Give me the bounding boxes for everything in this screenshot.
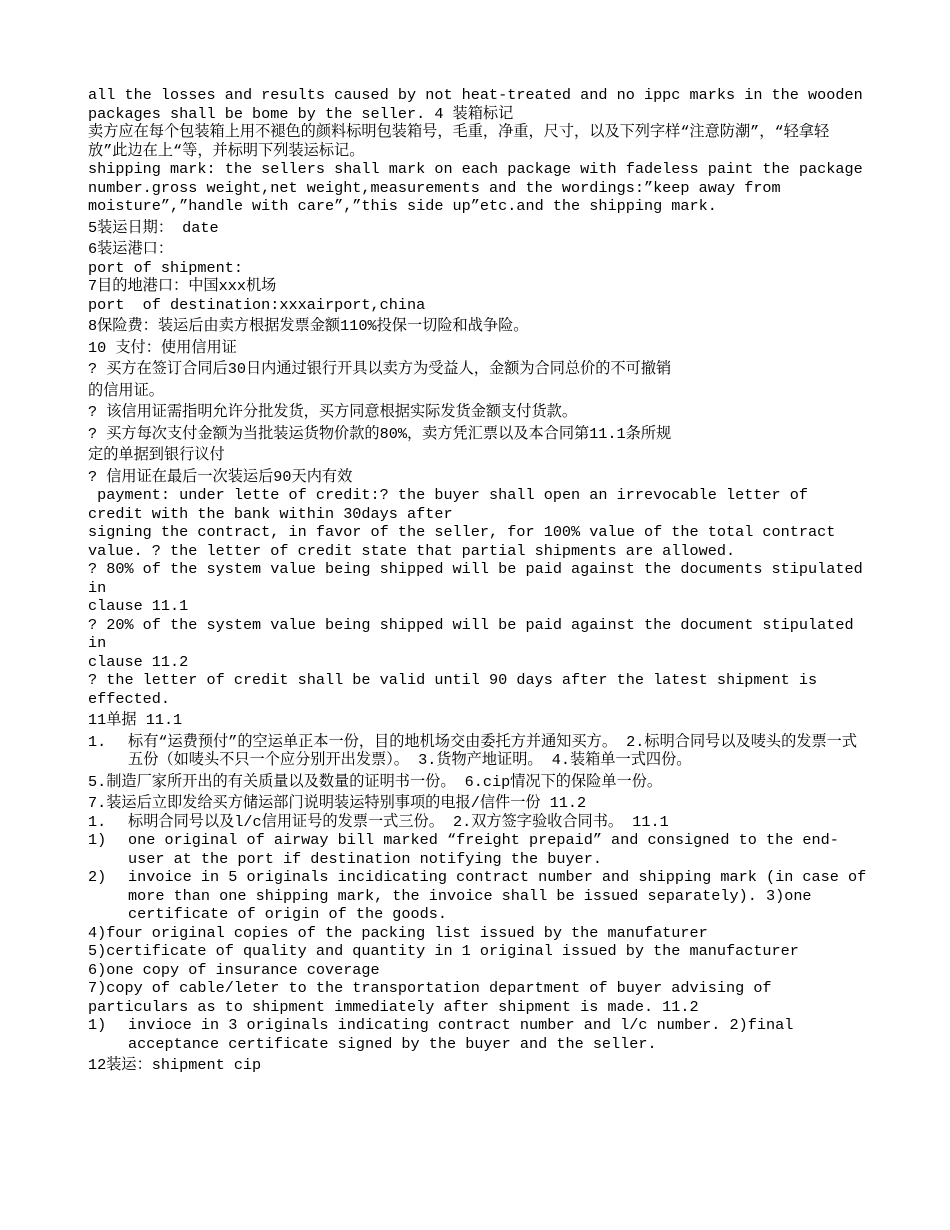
list-item-number: 1. <box>88 812 107 831</box>
text-line: ? 该信用证需指明允许分批发货，买方同意根据实际发货金额支付货款。 <box>88 403 578 421</box>
list-item <box>88 733 868 770</box>
text-line: ? 20% of the system value being shipped will be paid against the document stipulated in <box>88 615 863 652</box>
text-line: port of shipment: <box>88 258 243 277</box>
list-item-text: 标有“运费预付”的空运单正本一份，目的地机场交由委托方并通知买方。 2.标明合同号以及唛头的发票一式五份（如唛头不只一个应分别开出发票）。 3.货物产地证明。 4.装箱单一式四份。 <box>128 732 858 769</box>
list-item <box>88 1016 868 1053</box>
text-line: 5)certificate of quality and quantity in 1 original issued by the manufacturer <box>88 942 799 960</box>
text-line: ? 80% of the system value being shipped will be paid against the documents stipulated in <box>88 560 872 597</box>
text-line: ? 信用证在最后一次装运后90天内有效 <box>88 467 353 486</box>
text-line: ? the letter of credit shall be valid until 90 days after the latest shipment is effected. <box>88 671 827 708</box>
text-line: 定的单据到银行议付 <box>88 446 225 464</box>
text-line: 6装运港口： <box>88 240 174 258</box>
document-page <box>88 86 876 1075</box>
text-line: 6)one copy of insurance coverage <box>88 960 380 979</box>
list-item <box>88 813 868 832</box>
text-line: 5.制造厂家所开出的有关质量以及数量的证明书一份。 6.cip情况下的保险单一份。 <box>88 772 663 791</box>
list-item <box>88 868 876 924</box>
text-line: 7目的地港口：中国xxx机场 <box>88 277 277 295</box>
text-line: shipping mark: the sellers shall mark on each package with fadeless paint the package number.gross weight,net weight,measurements and the wordings:”keep away from moisture”,”handle with care”,”this side up”etc.and the shipping mark. <box>88 160 872 215</box>
text-line: 4)four original copies of the packing list issued by the manufaturer <box>88 923 708 942</box>
text-line: signing the contract, in favor of the seller, for 100% value of the total contract value. ? the letter of credit state that partial shipments are allowed. <box>88 523 845 560</box>
text-line: clause 11.2 <box>88 652 189 671</box>
text-line: 7)copy of cable/leter to the transportation department of buyer advising of particulars as to shipment immediately after shipment is made. 11.2 <box>88 979 781 1016</box>
text-line: 8保险费：装运后由卖方根据发票金额110%投保一切险和战争险。 <box>88 317 529 335</box>
list-item <box>88 831 868 868</box>
text-line: 5装运日期： date <box>88 218 219 237</box>
list-item-number: 1) <box>88 831 107 849</box>
list-item-text: one original of airway bill marked “freight prepaid” and consigned to the end-user at the port if destination notifying the buyer. <box>128 831 839 868</box>
list-item-text: invoice in 5 originals incidicating contract number and shipping mark (in case of more than one shipping mark, the invoice shall be issued separately). 3)one certificate of origin of the goods. <box>128 868 876 923</box>
text-line: 12装运：shipment cip <box>88 1056 262 1074</box>
list-item-number: 1) <box>88 1016 107 1034</box>
text-line: 卖方应在每个包装箱上用不褪色的颜料标明包装箱号，毛重，净重，尺寸，以及下列字样“注意防潮”，“轻拿轻放”此边在上“等，并标明下列装运标记。 <box>88 123 830 160</box>
text-line: 7.装运后立即发给买方储运部门说明装运特别事项的电报/信件一份 11.2 <box>88 794 587 812</box>
list-item-text: invioce in 3 originals indicating contract number and l/c number. 2)final acceptance certificate signed by the buyer and the seller. <box>128 1016 803 1053</box>
text-line: all the losses and results caused by not heat-treated and no ippc marks in the wooden packages shall be bome by the seller. 4 装箱标记 <box>88 86 872 123</box>
text-line: 的信用证。 <box>88 381 164 400</box>
text-line: payment: under lette of credit:? the buyer shall open an irrevocable letter of credit with the bank within 30days after <box>88 486 818 523</box>
text-line: 11单据 11.1 <box>88 711 183 729</box>
text-line: 10 支付：使用信用证 <box>88 338 237 357</box>
text-line: ? 买方每次支付金额为当批装运货物价款的80%，卖方凭汇票以及本合同第11.1条所规 <box>88 424 672 443</box>
list-item-number: 1. <box>88 732 107 751</box>
text-line: clause 11.1 <box>88 597 189 615</box>
list-item-number: 2) <box>88 868 107 886</box>
list-item-text: 标明合同号以及l/c信用证号的发票一式三份。 2.双方签字验收合同书。 11.1 <box>128 812 669 831</box>
text-line: ? 买方在签订合同后30日内通过银行开具以卖方为受益人，金额为合同总价的不可撤销 <box>88 360 672 378</box>
text-line: port of destination:xxxairport,china <box>88 295 426 314</box>
